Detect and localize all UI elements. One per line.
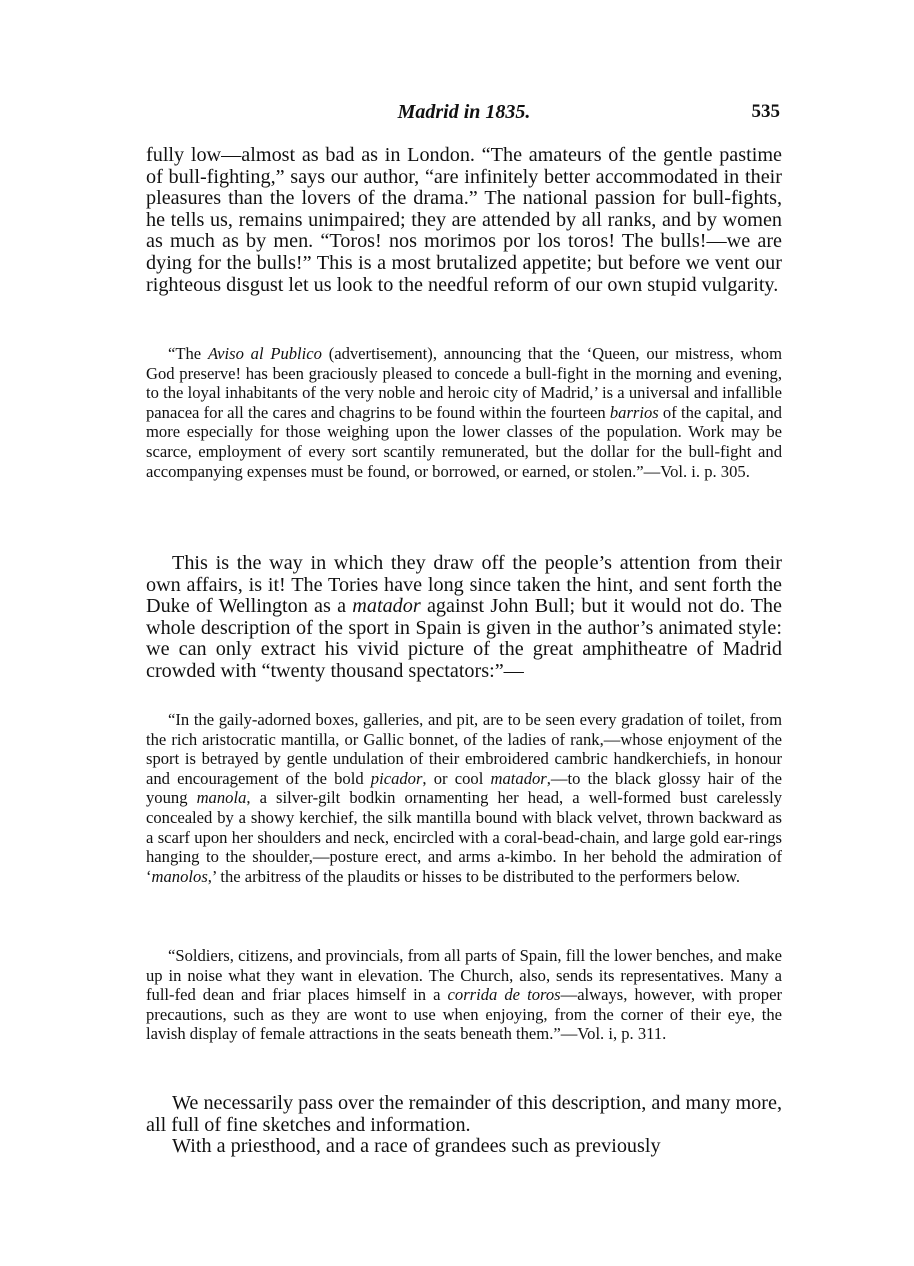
quote-soldiers-citizens: “Soldiers, citizens, and provincials, from all parts of Spain, fill the lower benches, and make up in noise what they want in elevation. The Church, also, sends its representatives. Many a full-fed dean and friar places himself in a corrida de toros—always, however, with proper precautions, such as they are wont to use when enjoying, from the corner of their eye, the lavish display of female attractions in the seats beneath them.”—Vol. i, p. 311. (146, 946, 782, 1044)
paragraph-bull-fighting-passion: fully low—almost as bad as in London. “The amateurs of the gentle pastime of bull-fighting,” says our author, “are infinitely better accommodated in their pleasures than the lovers of the drama.” The national passion for bull-fights, he tells us, remains unimpaired; they are attended by all ranks, and by women as much as by men. “Toros! nos morimos por los toros! The bulls!—we are dying for the bulls!” This is a most brutalized appetite; but before we vent our righteous disgust let us look to the needful reform of our own stupid vulgarity. (146, 144, 782, 296)
running-title: Madrid in 1835. (397, 101, 531, 123)
italic-term: manolos (151, 866, 208, 886)
italic-term: manola (196, 788, 247, 808)
quote-gaily-adorned-boxes: “In the gaily-adorned boxes, galleries, and pit, are to be seen every gradation of toilet, from the rich aristocratic mantilla, or Gallic bonnet, of the ladies of rank,—whose enjoyment of the sport is betrayed by gentle undulation of their embroidered cambric handkerchiefs, in honour and encouragement of the bold picador, or cool matador,—to the black glossy hair of the young manola, a silver-gilt bodkin ornamenting her head, a well-formed bust carelessly concealed by a showy kerchief, the silk mantilla bound with black velvet, thrown backward as a scarf upon her shoulders and neck, encircled with a coral-bead-chain, and large gold ear-rings hanging to the shoulder,—posture erect, and arms a-kimbo. In her behold the admiration of ‘manolos,’ the arbitress of the plaudits or hisses to be distributed to the performers below. (146, 710, 782, 886)
quote-aviso-al-publico: “The Aviso al Publico (advertisement), announcing that the ‘Queen, our mistress, whom God preserve! has been graciously pleased to concede a bull-fight in the morning and evening, to the loyal inhabitants of the very noble and heroic city of Madrid,’ is a universal and infallible panacea for all the cares and chagrins to be found within the fourteen barrios of the capital, and more especially for those weighing upon the lower classes of the population. Work may be scarce, employment of every sort scantily remunerated, but the dollar for the bull-fight and accompanying expenses must be found, or borrowed, or earned, or stolen.”—Vol. i. p. 305. (146, 344, 782, 481)
paragraph-tories-matador: This is the way in which they draw off the people’s attention from their own affairs, is it! The Tories have long since taken the hint, and sent forth the Duke of Wellington as a matador against John Bull; but it would not do. The whole description of the sport in Spain is given in the author’s animated style: we can only extract his vivid picture of the great amphitheatre of Madrid crowded with “twenty thousand spectators:”— (146, 552, 782, 682)
paragraph-pass-over: We necessarily pass over the remainder of this description, and many more, all full of fine sketches and information. (146, 1092, 782, 1136)
italic-term: barrios (609, 402, 659, 422)
italic-term: picador (370, 768, 423, 788)
running-header (146, 101, 782, 127)
italic-term: Aviso al Publico (207, 344, 322, 363)
paragraph-priesthood: With a priesthood, and a race of grandees such as previously (172, 1135, 661, 1157)
italic-term: matador (490, 768, 547, 788)
italic-term: corrida de toros (447, 985, 561, 1005)
page-number: 535 (751, 101, 780, 122)
italic-term: matador (352, 595, 421, 618)
